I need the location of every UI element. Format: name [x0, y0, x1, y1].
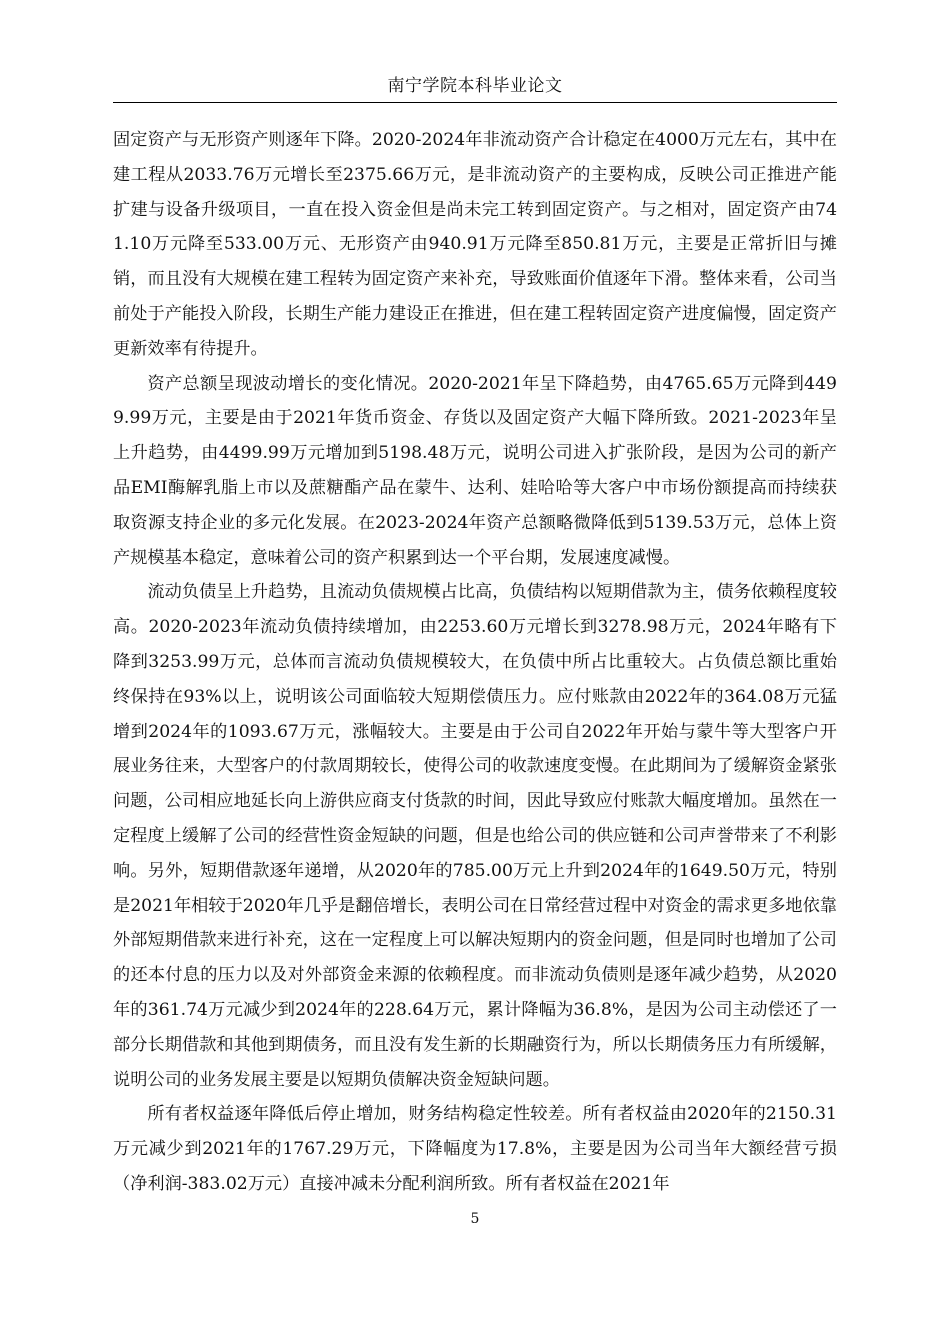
paragraph-total-assets: 资产总额呈现波动增长的变化情况。2020-2021年呈下降趋势，由4765.65万元降到4499.99万元，主要是由于2021年货币资金、存货以及固定资产大幅下降所致。2021-2023年呈上升趋势，由4499.99万元增加到5198.48万元，说明公司进入扩张阶段，是因为公司的新产品EMI酶解乳脂上市以及蔗糖酯产品在蒙牛、达利、娃哈哈等大客户中市场份额提高而持续获取资源支持企业的多元化发展。在2023-2024年资产总额略微降低到5139.53万元，总体上资产规模基本稳定，意味着公司的资产积累到达一个平台期，发展速度减慢。 — [113, 373, 837, 568]
running-header: 南宁学院本科毕业论文 — [387, 76, 563, 96]
header-divider — [113, 102, 837, 103]
paragraph-current-liabilities: 流动负债呈上升趋势，且流动负债规模占比高，负债结构以短期借款为主，债务依赖程度较高。2020-2023年流动负债持续增加，由2253.60万元增长到3278.98万元，2024年略有下降到3253.99万元，总体而言流动负债规模较大，在负债中所占比重较大。占负债总额比重始终保持在93%以上，说明该公司面临较大短期偿债压力。应付账款由2022年的364.08万元猛增到2024年的1093.67万元，涨幅较大。主要是由于公司自2022年开始与蒙牛等大型客户开展业务往来，大型客户的付款周期较长，使得公司的收款速度变慢。在此期间为了缓解资金紧张问题，公司相应地延长向上游供应商支付货款的时间，因此导致应付账款大幅度增加。虽然在一定程度上缓解了公司的经营性资金短缺的问题，但是也给公司的供应链和公司声誉带来了不利影响。另外，短期借款逐年递增，从2020年的785.00万元上升到2024年的1649.50万元，特别是2021年相较于2020年几乎是翻倍增长，表明公司在日常经营过程中对资金的需求更多地依靠外部短期借款来进行补充，这在一定程度上可以解决短期内的资金问题，但是同时也增加了公司的还本付息的压力以及对外部资金来源的依赖程度。而非流动负债则是逐年减少趋势，从2020年的361.74万元减少到2024年的228.64万元，累计降幅为36.8%，是因为公司主动偿还了一部分长期借款和其他到期债务，而且没有发生新的长期融资行为，所以长期债务压力有所缓解，说明公司的业务发展主要是以短期负债解决资金短缺问题。 — [113, 582, 837, 1090]
paragraph-owners-equity: 所有者权益逐年降低后停止增加，财务结构稳定性较差。所有者权益由2020年的2150.31万元减少到2021年的1767.29万元，下降幅度为17.8%，主要是因为公司当年大额经营亏损（净利润-383.02万元）直接冲减未分配利润所致。所有者权益在2021年 — [113, 1104, 837, 1194]
paragraph-fixed-assets: 固定资产与无形资产则逐年下降。2020-2024年非流动资产合计稳定在4000万元左右，其中在建工程从2033.76万元增长至2375.66万元，是非流动资产的主要构成，反映公司正推进产能扩建与设备升级项目，一直在投入资金但是尚未完工转到固定资产。与之相对，固定资产由741.10万元降至533.00万元、无形资产由940.91万元降至850.81万元，主要是正常折旧与摊销，而且没有大规模在建工程转为固定资产来补充，导致账面价值逐年下滑。整体来看，公司当前处于产能投入阶段，长期生产能力建设正在推进，但在建工程转固定资产进度偏慢，固定资产更新效率有待提升。 — [113, 130, 837, 359]
body-text — [113, 123, 837, 1202]
page-number: 5 — [470, 1211, 480, 1227]
